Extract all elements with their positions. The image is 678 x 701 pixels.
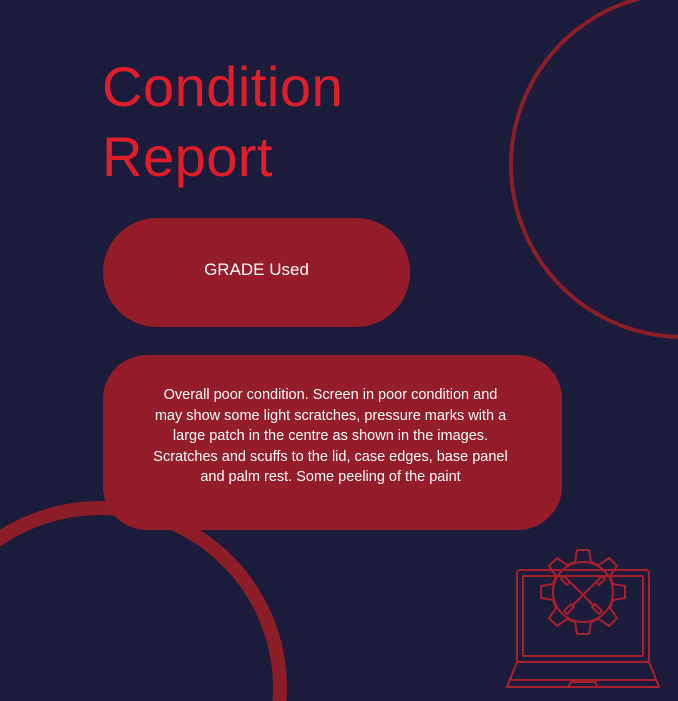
gear-icon — [541, 550, 625, 634]
grade-label: GRADE Used — [204, 259, 309, 279]
laptop-repair-icon — [498, 545, 668, 695]
page-title — [102, 52, 343, 192]
top-right-arc — [511, 0, 678, 337]
condition-description-panel — [103, 355, 562, 530]
title-line-2: Report — [102, 125, 274, 188]
title-line-1: Condition — [102, 55, 344, 118]
bottom-left-arc — [0, 508, 280, 701]
grade-badge — [103, 218, 410, 327]
condition-description: Overall poor condition. Screen in poor condition and may show some light scratches, pressure marks with a large patch in the centre as shown in the images. Scratches and scuffs to the lid, case edges, base panel and palm rest. Some peeling of the paint — [153, 387, 508, 486]
crossed-screwdrivers-icon — [561, 576, 605, 614]
